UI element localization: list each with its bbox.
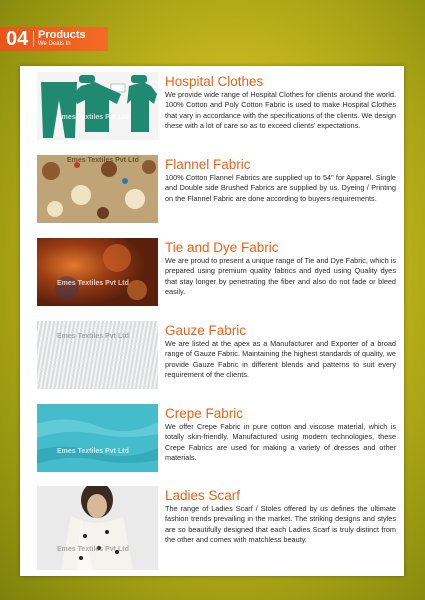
product-tie-and-dye-fabric	[20, 238, 404, 318]
watermark: Emes Textiles Pvt Ltd	[57, 448, 129, 455]
section-subtitle: We Deals In	[38, 41, 71, 47]
watermark: Emes Textiles Pvt Ltd	[57, 546, 129, 553]
flannel-fabric-image	[37, 155, 158, 223]
product-gauze-fabric	[20, 321, 404, 401]
product-flannel-fabric	[20, 155, 404, 235]
crepe-fabric-image	[37, 404, 158, 472]
product-image	[37, 238, 158, 306]
section-title: Products	[38, 29, 86, 41]
section-number: 04	[6, 28, 29, 50]
header-divider	[33, 31, 34, 47]
product-description: 100% Cotton Flannel Fabrics are supplied up to 54" for Apparel. Single and Double side Brushed Fabrics are supplied by us. Dyeing / Printing on the Flannel Fabric are done according to buyers requirements.	[165, 173, 396, 203]
product-crepe-fabric	[20, 404, 404, 484]
hospital-clothes-image	[37, 72, 158, 140]
product-description: We offer Crepe Fabric in pure cotton and viscose material, which is totally skin-friendly. Manufactured using modern technologies, these Crepe Fabrics are used for making a variety of dresses and other materials.	[165, 422, 396, 463]
products-card	[20, 66, 404, 576]
product-description: We are listed at the apex as a Manufacturer and Exporter of a broad range of Gauze Fabric. Maintaining the highest standards of quality, we provide Gauze Fabric in different blends and patterns to suit every requirement of the clients.	[165, 339, 396, 380]
product-image	[37, 486, 158, 570]
product-description: We are proud to present a unique range of Tie and Dye Fabric, which is prepared using premium quality fabrics and dyed using Quality dyes that stay longer by penetrating the fiber and also do not fade or bleed easily.	[165, 256, 396, 297]
product-title: Flannel Fabric	[165, 157, 251, 172]
watermark: Emes Textiles Pvt Ltd	[57, 280, 129, 287]
product-ladies-scarf	[20, 486, 404, 566]
product-image	[37, 72, 158, 140]
product-image	[37, 404, 158, 472]
product-description: The range of Ladies Scarf / Stoles offered by us defines the ultimate fashion trends prevailing in the market. The striking designs and styles are so beautifully designed that each Ladies Scarf is truly distinct from the other and comes with matchless beauty.	[165, 504, 396, 545]
watermark: Emes Textiles Pvt Ltd	[57, 333, 129, 340]
tie-dye-fabric-image	[37, 238, 158, 306]
section-header	[0, 27, 108, 51]
product-title: Crepe Fabric	[165, 406, 244, 421]
product-description: We provide wide range of Hospital Clothes for clients around the world. 100% Cotton and Poly Cotton Fabric is used to make Hospital Clothes that vary in accordance with the specifications of the clients. We design these with a lot of care so as to exceed clients' expectations.	[165, 90, 396, 131]
watermark: Emes Textiles Pvt Ltd	[57, 114, 129, 121]
product-title: Gauze Fabric	[165, 323, 247, 338]
product-hospital-clothes	[20, 72, 404, 152]
product-image	[37, 321, 158, 389]
ladies-scarf-image	[37, 486, 158, 570]
product-title: Tie and Dye Fabric	[165, 240, 279, 255]
product-title: Ladies Scarf	[165, 488, 241, 503]
product-title: Hospital Clothes	[165, 74, 264, 89]
product-image	[37, 155, 158, 223]
watermark: Emes Textiles Pvt Ltd	[67, 157, 139, 164]
